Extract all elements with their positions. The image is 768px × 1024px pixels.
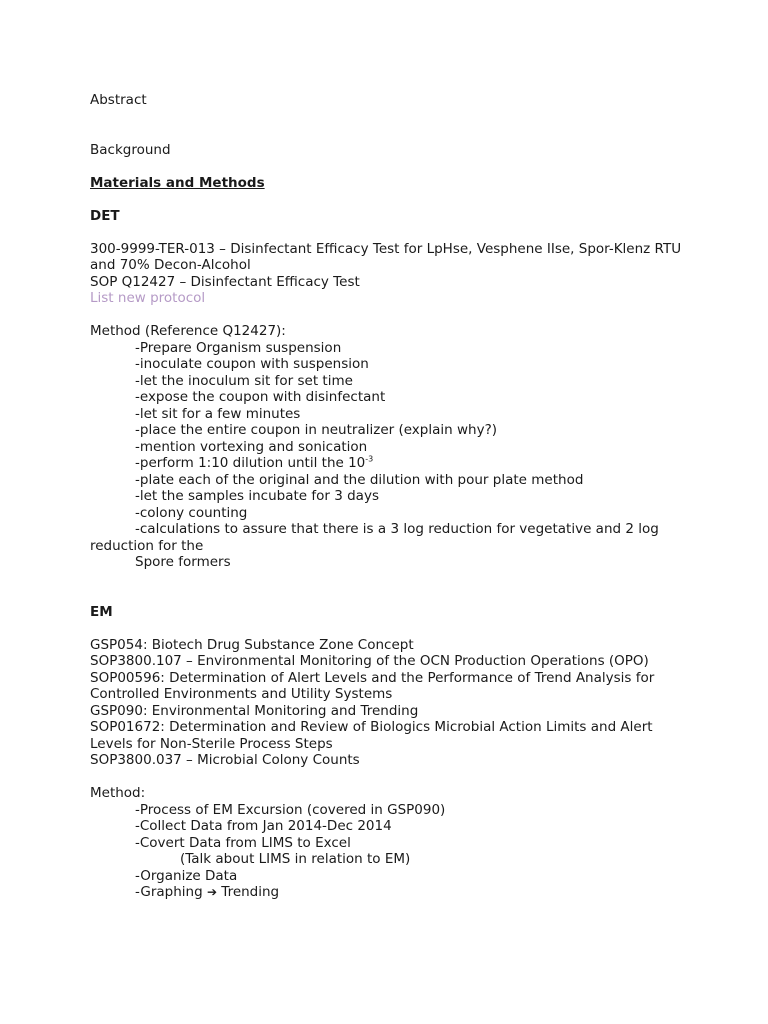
em-step: -Collect Data from Jan 2014-Dec 2014 (135, 818, 392, 834)
em-doc: SOP3800.037 – Microbial Colony Counts (90, 752, 360, 768)
em-doc: GSP054: Biotech Drug Substance Zone Concept (90, 636, 414, 653)
em-step: -Organize Data (135, 867, 238, 884)
dilution-exponent: -3 (365, 454, 374, 464)
det-step-calc-3: Spore formers (135, 554, 231, 570)
det-step-dilution (90, 455, 690, 472)
em-sub-step: (Talk about LIMS in relation to EM) (180, 851, 411, 867)
det-step: -place the entire coupon in neutralizer (explain why?) (135, 422, 498, 438)
em-doc: SOP3800.107 – Environmental Monitoring of the OCN Production Operations (OPO) (90, 653, 649, 669)
det-step: -let the samples incubate for 3 days (135, 488, 379, 504)
abstract-heading: Abstract (90, 92, 147, 108)
materials-methods-heading: Materials and Methods (90, 174, 265, 191)
det-step: -plate each of the original and the dilution with pour plate method (135, 471, 584, 488)
em-step-graphing (90, 884, 690, 901)
det-step: -let sit for a few minutes (135, 405, 301, 422)
right-arrow-icon: ➔ (206, 885, 218, 899)
det-doc-3: List new protocol (90, 290, 206, 306)
dilution-text: -perform 1:10 dilution until the 10 (135, 455, 366, 471)
det-step: -Prepare Organism suspension (135, 339, 342, 356)
em-doc: GSP090: Environmental Monitoring and Trending (90, 702, 419, 719)
em-step: -Covert Data from LIMS to Excel (135, 834, 351, 851)
graphing-text: -Graphing (135, 884, 207, 900)
det-doc-1: 300-9999-TER-013 – Disinfectant Efficacy Test for LpHse, Vesphene IIse, Spor-Klenz RTU and 70% Decon-Alcohol (90, 240, 682, 273)
det-heading: DET (90, 207, 120, 224)
document-page (90, 92, 690, 901)
det-step: -colony counting (135, 504, 248, 521)
em-doc: SOP01672: Determination and Review of Biologics Microbial Action Limits and Alert Levels for Non-Sterile Process Steps (90, 719, 653, 752)
det-step-calc-2: reduction for the (90, 537, 204, 554)
trending-text: Trending (217, 884, 280, 900)
det-step: -mention vortexing and sonication (135, 438, 368, 455)
det-step: -expose the coupon with disinfectant (135, 389, 386, 405)
det-method-title: Method (Reference Q12427): (90, 323, 286, 339)
em-heading: EM (90, 603, 113, 620)
det-step: -let the inoculum sit for set time (135, 372, 353, 389)
det-doc-2: SOP Q12427 – Disinfectant Efficacy Test (90, 273, 360, 290)
em-method-title: Method: (90, 785, 146, 801)
em-doc: SOP00596: Determination of Alert Levels and the Performance of Trend Analysis for Controlled Environments and Utility Systems (90, 669, 655, 702)
em-step: -Process of EM Excursion (covered in GSP090) (135, 801, 446, 818)
background-heading: Background (90, 141, 171, 158)
det-step: -inoculate coupon with suspension (135, 356, 369, 372)
det-step-calc-1: -calculations to assure that there is a 3 log reduction for vegetative and 2 log (135, 521, 659, 537)
